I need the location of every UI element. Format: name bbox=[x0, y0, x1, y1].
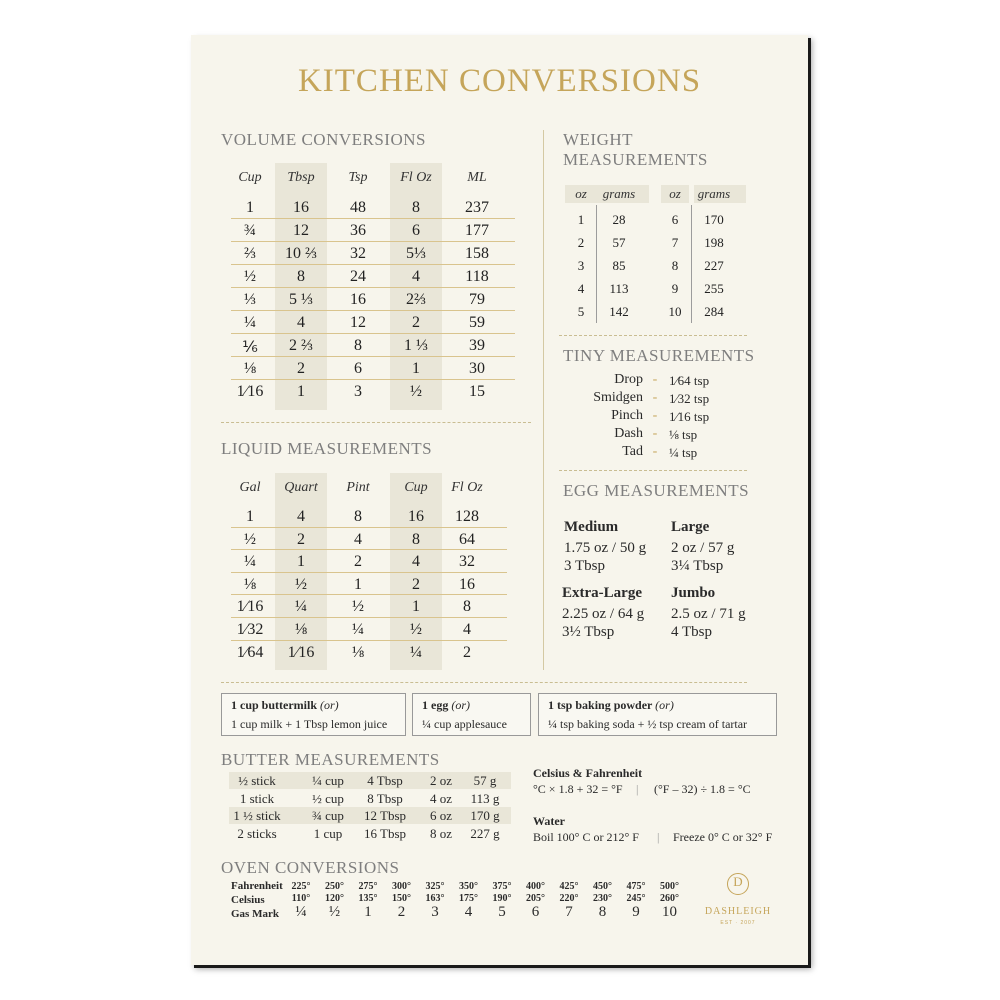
tiny-value: 1⁄64 tsp bbox=[669, 373, 710, 388]
oven-gas-mark: 9 bbox=[632, 904, 640, 920]
table-cell: ⅙ bbox=[242, 339, 258, 356]
table-cell: 1 cup bbox=[313, 825, 343, 841]
table-cell: 170 bbox=[704, 212, 724, 227]
table-cell: 1 bbox=[412, 360, 420, 377]
table-cell: 57 g bbox=[473, 773, 497, 788]
table-cell: 4 bbox=[354, 530, 362, 548]
egg-tbsp: 4 Tbsp bbox=[671, 624, 712, 640]
table-cell: 4 bbox=[297, 314, 305, 331]
oven-celsius: 230° bbox=[593, 893, 612, 904]
row-divider bbox=[231, 333, 515, 334]
tiny-dash: - bbox=[652, 444, 658, 459]
column-header: Fl Oz bbox=[451, 480, 483, 495]
table-cell: 16 bbox=[293, 199, 309, 216]
separator: | bbox=[636, 782, 639, 796]
table-cell: 113 g bbox=[470, 790, 500, 806]
oven-celsius: 190° bbox=[492, 893, 512, 904]
oven-label-fahrenheit: Fahrenheit bbox=[231, 880, 283, 892]
table-cell: 170 g bbox=[470, 808, 500, 823]
row-divider bbox=[231, 287, 515, 288]
table-cell: 2 bbox=[412, 314, 420, 331]
table-cell: ⅓ bbox=[244, 291, 256, 308]
table-cell: 1 bbox=[297, 383, 305, 400]
row-divider bbox=[231, 640, 507, 641]
oven-fahrenheit: 325° bbox=[425, 881, 445, 892]
oven-gas-mark: 10 bbox=[662, 904, 677, 920]
table-cell: ½ bbox=[295, 575, 307, 593]
table-cell: 1 bbox=[577, 212, 585, 227]
tiny-dash: - bbox=[652, 426, 658, 441]
temperature-formula-f-to-c: (°F – 32) ÷ 1.8 = °C bbox=[654, 782, 751, 796]
table-cell: 177 bbox=[465, 222, 489, 239]
oven-celsius: 120° bbox=[325, 893, 344, 904]
table-cell: 8 bbox=[354, 337, 362, 354]
volume-section-title: VOLUME CONVERSIONS bbox=[221, 130, 426, 149]
row-divider bbox=[231, 218, 515, 219]
table-cell: 2 bbox=[577, 235, 585, 250]
column-header: Tsp bbox=[348, 170, 368, 185]
table-cell: ½ bbox=[410, 621, 422, 638]
substitution-detail: 1 cup milk + 1 Tbsp lemon juice bbox=[231, 717, 388, 731]
table-cell: ⅔ bbox=[244, 245, 256, 262]
table-cell: 6 bbox=[671, 212, 679, 227]
table-cell: ½ bbox=[410, 383, 422, 400]
table-cell: ½ bbox=[352, 598, 364, 616]
page-title: KITCHEN CONVERSIONS bbox=[297, 63, 702, 99]
oven-fahrenheit: 350° bbox=[459, 881, 478, 892]
table-cell: 16 bbox=[350, 291, 366, 308]
row-divider bbox=[231, 527, 507, 528]
table-cell: 1 bbox=[297, 553, 305, 571]
table-cell: 2 bbox=[297, 530, 305, 548]
table-cell: 57 bbox=[612, 235, 626, 250]
oven-celsius: 260° bbox=[660, 893, 679, 904]
tiny-name: Smidgen bbox=[593, 390, 643, 405]
column-header: oz bbox=[575, 186, 587, 201]
table-cell: 118 bbox=[465, 268, 489, 285]
table-cell: ½ cup bbox=[312, 790, 344, 806]
table-cell: ⅛ bbox=[352, 643, 364, 661]
oven-gas-mark: 6 bbox=[531, 904, 540, 920]
divider bbox=[221, 682, 747, 683]
brand-logo-letter: D bbox=[733, 874, 743, 889]
table-cell: 2 bbox=[463, 643, 471, 661]
tiny-value: ⅛ tsp bbox=[669, 427, 698, 442]
divider bbox=[221, 422, 531, 423]
table-cell: 64 bbox=[459, 530, 475, 548]
table-cell: 16 Tbsp bbox=[363, 825, 406, 841]
egg-weight: 2.25 oz / 64 g bbox=[562, 606, 645, 622]
oven-celsius: 205° bbox=[526, 893, 545, 904]
table-cell: ¼ bbox=[352, 621, 364, 638]
temperature-title: Celsius & Fahrenheit bbox=[533, 766, 643, 780]
table-cell: ¼ bbox=[244, 314, 256, 331]
table-cell: 227 g bbox=[470, 825, 500, 841]
table-cell: 79 bbox=[469, 291, 485, 308]
table-cell: ¼ bbox=[244, 553, 256, 571]
table-cell: 8 bbox=[297, 268, 305, 285]
oven-fahrenheit: 225° bbox=[291, 881, 311, 892]
water-boil: Boil 100° C or 212° F bbox=[533, 830, 639, 844]
oven-gas-mark: 4 bbox=[464, 904, 473, 920]
oven-section-title: OVEN CONVERSIONS bbox=[221, 858, 400, 877]
divider bbox=[559, 470, 747, 471]
table-cell: ½ stick bbox=[238, 773, 276, 788]
table-cell: 24 bbox=[350, 268, 366, 285]
conversion-chart-poster bbox=[191, 35, 808, 965]
table-cell: 3 bbox=[354, 383, 362, 400]
table-cell: 1⁄16 bbox=[287, 643, 315, 661]
oven-fahrenheit: 425° bbox=[559, 881, 579, 892]
oven-fahrenheit: 500° bbox=[660, 881, 679, 892]
table-cell: 255 bbox=[704, 281, 724, 296]
table-cell: 198 bbox=[704, 235, 724, 250]
brand-name: DASHLEIGH bbox=[704, 906, 772, 917]
column-header: Cup bbox=[238, 170, 262, 185]
table-cell: 2 bbox=[354, 553, 362, 571]
substitution-detail: ¼ cup applesauce bbox=[422, 717, 507, 731]
tiny-name: Tad bbox=[622, 444, 643, 459]
table-cell: 1 bbox=[246, 199, 254, 216]
separator: | bbox=[657, 830, 660, 844]
tiny-value: 1⁄32 tsp bbox=[669, 391, 710, 406]
table-cell: 4 oz bbox=[429, 790, 453, 806]
table-cell: 2 bbox=[412, 575, 420, 593]
table-cell: ¾ cup bbox=[312, 808, 344, 823]
oven-fahrenheit: 275° bbox=[358, 881, 378, 892]
tiny-value: ¼ tsp bbox=[669, 445, 698, 460]
table-cell: 8 bbox=[412, 530, 420, 548]
table-cell: 1 stick bbox=[239, 790, 275, 806]
table-cell: 2 bbox=[297, 360, 305, 377]
row-divider bbox=[231, 617, 507, 618]
table-cell: 4 Tbsp bbox=[367, 773, 403, 788]
tiny-name: Drop bbox=[614, 372, 643, 387]
row-divider bbox=[231, 310, 515, 311]
table-cell: 1⁄16 bbox=[236, 598, 264, 616]
table-cell: 6 oz bbox=[429, 808, 453, 823]
tiny-dash: - bbox=[652, 408, 658, 423]
tiny-dash: - bbox=[652, 390, 658, 405]
weight-section-title bbox=[563, 130, 708, 170]
divider bbox=[559, 335, 747, 336]
column-header: grams bbox=[697, 186, 731, 201]
column-header: Cup bbox=[404, 480, 428, 495]
table-cell: 8 bbox=[412, 199, 420, 216]
table-cell: 59 bbox=[469, 314, 485, 331]
table-cell: 28 bbox=[612, 212, 626, 227]
oven-gas-mark: 2 bbox=[397, 904, 406, 920]
table-cell: 8 oz bbox=[429, 825, 453, 841]
table-cell: 1 ½ stick bbox=[233, 808, 281, 823]
oven-gas-mark: 3 bbox=[431, 904, 439, 920]
table-cell: 4 bbox=[412, 268, 420, 285]
table-cell: 8 bbox=[463, 598, 471, 616]
table-cell: ⅛ bbox=[244, 575, 256, 593]
row-divider bbox=[231, 594, 507, 595]
egg-size-name: Large bbox=[671, 519, 710, 535]
oven-fahrenheit: 375° bbox=[492, 881, 512, 892]
substitution-box-egg bbox=[412, 693, 531, 736]
table-cell: 32 bbox=[350, 245, 366, 262]
table-cell: 142 bbox=[609, 304, 629, 319]
column-header: Gal bbox=[239, 480, 261, 495]
water-title: Water bbox=[533, 814, 565, 828]
column-header: oz bbox=[669, 186, 681, 201]
table-cell: 12 Tbsp bbox=[363, 808, 406, 823]
table-cell: 10 ⅔ bbox=[285, 245, 317, 262]
table-cell: 1 bbox=[412, 598, 420, 616]
table-cell: 158 bbox=[465, 245, 489, 262]
table-cell: 39 bbox=[469, 337, 485, 354]
table-cell: 16 bbox=[459, 575, 475, 593]
egg-size-name: Medium bbox=[564, 519, 619, 535]
oven-gas-mark: ¼ bbox=[295, 904, 307, 920]
table-cell: 8 Tbsp bbox=[367, 790, 403, 806]
table-cell: 30 bbox=[469, 360, 485, 377]
table-cell: ¼ cup bbox=[312, 773, 344, 788]
weight-title-line-1: WEIGHT bbox=[563, 130, 634, 149]
table-cell: 5⅓ bbox=[406, 245, 426, 262]
substitution-title: 1 egg (or) bbox=[422, 698, 470, 712]
row-divider bbox=[231, 572, 507, 573]
water-freeze: Freeze 0° C or 32° F bbox=[673, 830, 773, 844]
substitution-box-baking-powder bbox=[538, 693, 777, 736]
oven-gas-mark: 7 bbox=[565, 904, 573, 920]
substitution-box-buttermilk bbox=[221, 693, 406, 736]
tiny-value: 1⁄16 tsp bbox=[669, 409, 710, 424]
table-cell: 12 bbox=[350, 314, 366, 331]
column-header: Pint bbox=[346, 480, 370, 495]
row-divider bbox=[231, 241, 515, 242]
egg-tbsp: 3½ Tbsp bbox=[562, 624, 615, 640]
table-cell: ½ bbox=[244, 530, 256, 548]
oven-celsius: 110° bbox=[291, 893, 311, 904]
table-cell: 8 bbox=[354, 508, 362, 525]
column-divider bbox=[543, 130, 544, 670]
tiny-dash: - bbox=[652, 372, 658, 387]
oven-gas-mark: 1 bbox=[364, 904, 372, 920]
egg-tbsp: 3¼ Tbsp bbox=[671, 558, 724, 574]
table-cell: 4 bbox=[297, 508, 305, 525]
table-cell: 32 bbox=[459, 553, 475, 571]
table-cell: 16 bbox=[408, 508, 424, 525]
oven-celsius: 135° bbox=[358, 893, 378, 904]
weight-title-line-2: MEASUREMENTS bbox=[563, 150, 708, 169]
table-cell: ¼ bbox=[295, 598, 307, 616]
egg-weight: 2 oz / 57 g bbox=[671, 540, 735, 556]
table-cell: 2 oz bbox=[429, 773, 453, 788]
egg-tbsp: 3 Tbsp bbox=[564, 558, 605, 574]
brand-established: EST · 2007 bbox=[720, 920, 756, 926]
substitution-detail: ¼ tsp baking soda + ½ tsp cream of tartar bbox=[548, 717, 748, 731]
oven-label-gas-mark: Gas Mark bbox=[231, 908, 279, 920]
column-header: ML bbox=[467, 170, 487, 185]
table-cell: ⅛ bbox=[244, 360, 256, 377]
liquid-section-title: LIQUID MEASUREMENTS bbox=[221, 439, 433, 458]
table-cell: 10 bbox=[668, 304, 682, 319]
table-cell: 5 bbox=[577, 304, 585, 319]
table-cell: 1⁄32 bbox=[236, 621, 264, 638]
oven-fahrenheit: 450° bbox=[593, 881, 612, 892]
table-cell: 1⁄64 bbox=[236, 643, 264, 661]
table-cell: ⅛ bbox=[295, 621, 307, 638]
oven-label-celsius: Celsius bbox=[231, 894, 265, 906]
table-cell: ¾ bbox=[244, 222, 256, 239]
table-cell: 85 bbox=[612, 258, 626, 273]
column-header: Quart bbox=[284, 480, 318, 495]
table-cell: 2⅔ bbox=[406, 291, 426, 308]
table-cell: 6 bbox=[412, 222, 420, 239]
column-header: grams bbox=[602, 186, 636, 201]
table-cell: ¼ bbox=[410, 643, 422, 661]
tiny-section-title: TINY MEASUREMENTS bbox=[563, 346, 755, 365]
egg-size-name: Jumbo bbox=[671, 585, 716, 601]
table-cell: 2 ⅔ bbox=[289, 337, 313, 354]
table-cell: 7 bbox=[671, 235, 679, 250]
egg-weight: 2.5 oz / 71 g bbox=[671, 606, 746, 622]
table-cell: 4 bbox=[463, 621, 471, 638]
oven-gas-mark: 8 bbox=[598, 904, 607, 920]
table-cell: 4 bbox=[577, 281, 585, 296]
table-cell: 4 bbox=[412, 553, 420, 571]
oven-celsius: 150° bbox=[392, 893, 411, 904]
table-cell: 9 bbox=[671, 281, 679, 296]
table-cell: 6 bbox=[354, 360, 362, 377]
egg-size-name: Extra-Large bbox=[562, 585, 642, 601]
tiny-name: Dash bbox=[614, 426, 643, 441]
table-cell: 8 bbox=[671, 258, 679, 273]
table-cell: 12 bbox=[293, 222, 309, 239]
table-cell: 227 bbox=[704, 258, 724, 273]
table-cell: 48 bbox=[350, 199, 366, 216]
temperature-formula-c-to-f: °C × 1.8 + 32 = °F bbox=[533, 782, 623, 796]
oven-gas-mark: 5 bbox=[498, 904, 506, 920]
butter-section-title: BUTTER MEASUREMENTS bbox=[221, 750, 440, 769]
row-divider bbox=[231, 549, 507, 550]
table-cell: 3 bbox=[577, 258, 585, 273]
oven-fahrenheit: 300° bbox=[392, 881, 411, 892]
tiny-name: Pinch bbox=[611, 408, 643, 423]
oven-gas-mark: ½ bbox=[328, 904, 341, 920]
table-cell: 1 bbox=[246, 508, 254, 525]
oven-fahrenheit: 250° bbox=[325, 881, 344, 892]
oven-celsius: 220° bbox=[559, 893, 579, 904]
egg-section-title: EGG MEASUREMENTS bbox=[563, 481, 750, 500]
table-cell: 237 bbox=[465, 199, 489, 216]
table-cell: 2 sticks bbox=[237, 825, 277, 841]
table-cell: 113 bbox=[609, 281, 629, 296]
oven-celsius: 175° bbox=[459, 893, 478, 904]
table-cell: 1 bbox=[354, 575, 362, 593]
oven-celsius: 245° bbox=[626, 893, 646, 904]
column-header: Fl Oz bbox=[400, 170, 432, 185]
oven-fahrenheit: 475° bbox=[626, 881, 646, 892]
table-cell: 128 bbox=[455, 508, 479, 525]
table-cell: 36 bbox=[350, 222, 366, 239]
row-divider bbox=[231, 379, 515, 380]
table-cell: 1⁄16 bbox=[236, 383, 264, 400]
egg-weight: 1.75 oz / 50 g bbox=[564, 540, 647, 556]
substitution-title: 1 cup buttermilk (or) bbox=[231, 698, 339, 712]
table-cell: ½ bbox=[244, 268, 256, 285]
oven-fahrenheit: 400° bbox=[526, 881, 545, 892]
row-divider bbox=[231, 264, 515, 265]
table-cell: 284 bbox=[704, 304, 724, 319]
table-cell: 1 ⅓ bbox=[404, 337, 428, 354]
table-cell: 5 ⅓ bbox=[289, 291, 313, 308]
substitution-title: 1 tsp baking powder (or) bbox=[548, 698, 674, 712]
oven-celsius: 163° bbox=[425, 893, 445, 904]
table-cell: 15 bbox=[469, 383, 485, 400]
column-header: Tbsp bbox=[287, 170, 315, 185]
